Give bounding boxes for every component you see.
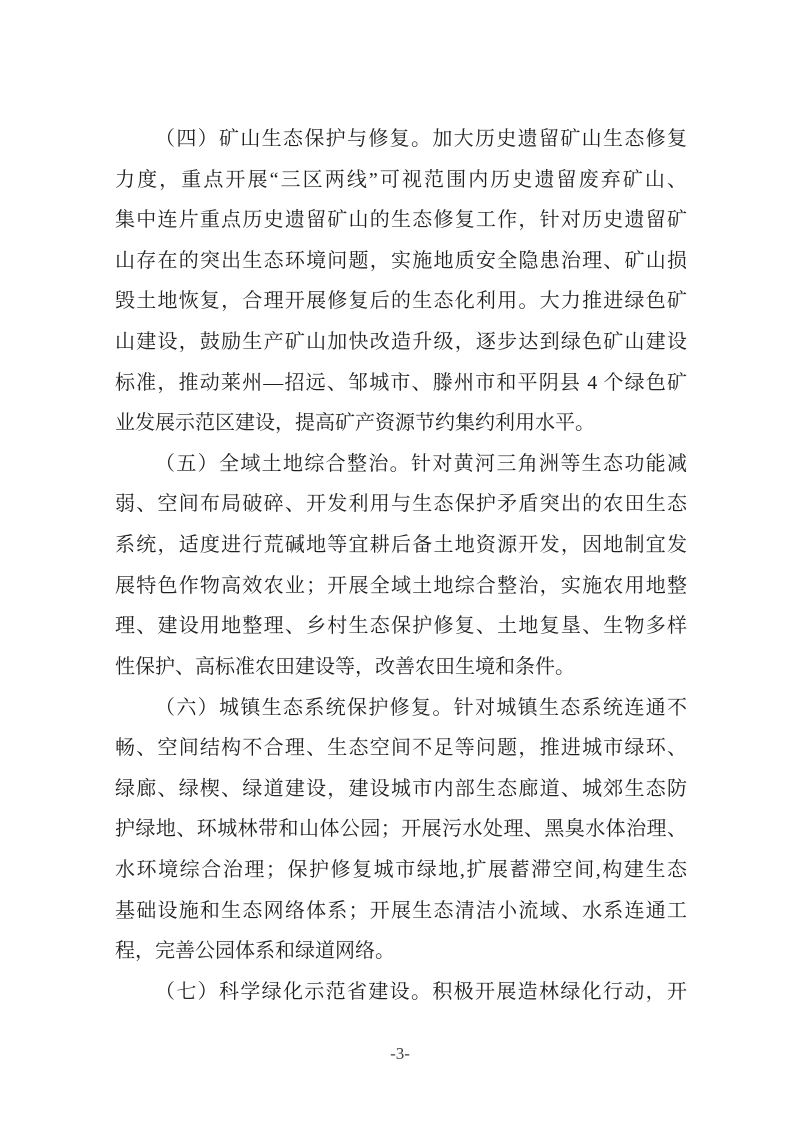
paragraph-4-mine-ecology bbox=[115, 119, 687, 444]
text-line: 展特色作物高效农业；开展全域土地综合整治，实施农用地整 bbox=[115, 574, 687, 597]
text-line: 山建设，鼓励生产矿山加快改造升级，逐步达到绿色矿山建设 bbox=[115, 331, 687, 354]
text-line: 山存在的突出生态环境问题，实施地质安全隐患治理、矿山损 bbox=[115, 249, 687, 272]
text-line: 绿廊、绿楔、绿道建设，建设城市内部生态廊道、城郊生态防 bbox=[115, 777, 687, 800]
document-body bbox=[115, 119, 687, 1012]
text-line: 性保护、高标准农田建设等，改善农田生境和条件。 bbox=[115, 655, 575, 678]
text-line: 业发展示范区建设，提高矿产资源节约集约利用水平。 bbox=[115, 412, 595, 435]
paragraph-5-land-consolidation bbox=[115, 444, 687, 688]
page-number: -3- bbox=[390, 1044, 410, 1063]
paragraph-7-scientific-greening bbox=[115, 972, 687, 1013]
text-line: 力度，重点开展“三区两线”可视范围内历史遗留废弃矿山、 bbox=[115, 168, 687, 191]
paragraph-6-urban-ecosystem bbox=[115, 688, 687, 972]
text-line: 标准，推动莱州—招远、邹城市、滕州市和平阴县 4 个绿色矿 bbox=[115, 371, 687, 394]
text-line: 毁土地恢复，合理开展修复后的生态化利用。大力推进绿色矿 bbox=[115, 290, 687, 313]
text-line: 水环境综合治理；保护修复城市绿地,扩展蓄滞空间,构建生态 bbox=[115, 858, 687, 881]
text-line: 程，完善公园体系和绿道网络。 bbox=[115, 940, 395, 963]
text-line: （六）城镇生态系统保护修复。针对城镇生态系统连通不 bbox=[155, 696, 687, 719]
text-line: （四）矿山生态保护与修复。加大历史遗留矿山生态修复 bbox=[155, 128, 687, 150]
text-line: 畅、空间结构不合理、生态空间不足等问题，推进城市绿环、 bbox=[115, 737, 687, 760]
text-line: 系统，适度进行荒碱地等宜耕后备土地资源开发，因地制宜发 bbox=[115, 534, 687, 557]
text-line: （五）全域土地综合整治。针对黄河三角洲等生态功能减 bbox=[155, 452, 687, 475]
text-line: 集中连片重点历史遗留矿山的生态修复工作，针对历史遗留矿 bbox=[115, 209, 687, 232]
text-line: 护绿地、环城林带和山体公园；开展污水处理、黑臭水体治理、 bbox=[115, 818, 687, 841]
text-line: 理、建设用地整理、乡村生态保护修复、土地复垦、生物多样 bbox=[115, 615, 687, 638]
text-line: 弱、空间布局破碎、开发利用与生态保护矛盾突出的农田生态 bbox=[115, 493, 687, 516]
text-line: 基础设施和生态网络体系；开展生态清洁小流域、水系连通工 bbox=[115, 899, 687, 922]
text-line: （七）科学绿化示范省建设。积极开展造林绿化行动，开 bbox=[155, 980, 687, 1003]
